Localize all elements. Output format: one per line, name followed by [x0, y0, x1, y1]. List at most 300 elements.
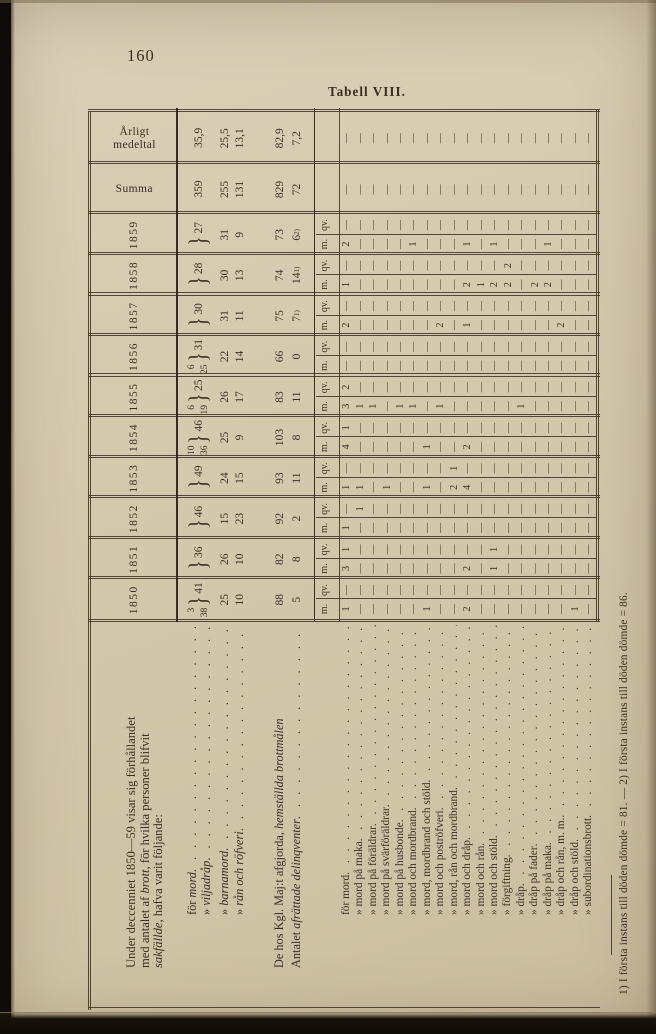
cell-1850-qv-r4: —	[381, 585, 393, 595]
cell-1856-m-r12: —	[489, 360, 501, 371]
cell-1851-m-r12: 1	[489, 565, 501, 572]
cell-1850-qv-r15: —	[529, 585, 541, 595]
page-number: 160	[127, 46, 155, 65]
cell-1852-qv-r9: —	[448, 503, 460, 514]
column-header-1857: 1857	[128, 301, 140, 331]
cell-1851-m-r14: —	[516, 563, 528, 574]
cell-1854-m-r8: —	[435, 441, 447, 452]
value-barnamord-col7: 31	[218, 310, 231, 322]
value-ran_och_rofveri-col3: 15	[233, 472, 246, 484]
cell-1850-m-r10: 2	[462, 606, 474, 612]
cell-1857-m-r5: —	[395, 320, 407, 331]
row-label-panel2-9	[448, 625, 461, 915]
cell-summa-r4: —	[381, 184, 393, 195]
cell-1856-m-r17: —	[556, 360, 568, 371]
intro-block	[125, 717, 166, 968]
cell-1854-m-r12: —	[489, 441, 501, 452]
mqv-label-qv-1857: qv.	[319, 300, 330, 313]
cell-1855-qv-r4: —	[381, 382, 393, 393]
cell-1859-m-r17: —	[556, 239, 568, 250]
value-hemstallda_brottmal-col2: 92	[273, 512, 286, 525]
cell-1854-qv-r13: —	[502, 422, 514, 433]
value-barnamord-col9: 31	[218, 229, 231, 241]
cell-1851-m-r8: —	[435, 563, 447, 574]
cell-1854-qv-r7: —	[421, 422, 433, 433]
cell-1853-qv-r17: —	[556, 463, 568, 474]
value-mord-viljadrap-col11	[183, 112, 214, 165]
cell-medeltal-r12: —	[489, 133, 501, 144]
intro-line-2: med antalet af brott, för hvilka personer blifvit	[137, 733, 152, 968]
cell-1852-m-r12: —	[489, 522, 501, 533]
cell-1851-qv-r17: —	[556, 544, 568, 555]
row-label-hemstallda: De hos Kgl. Maj:t afgjorda, hemställda brottmålen	[272, 718, 286, 968]
cell-1853-m-r15: —	[529, 482, 541, 493]
cell-1852-m-r5: —	[395, 522, 407, 533]
dot-leader	[448, 625, 460, 790]
cell-1857-qv-r15: —	[529, 301, 541, 312]
cell-1858-m-r17: —	[556, 279, 568, 290]
crime-label: » mord, mordbrand och stöld	[420, 782, 433, 915]
cell-1854-qv-r16: —	[542, 422, 554, 433]
value-mord-viljadrap-col6	[183, 336, 214, 377]
dot-leader	[582, 625, 594, 818]
value-mord-viljadrap-col5	[183, 377, 214, 418]
cell-1852-m-r8: —	[435, 522, 447, 533]
cell-1854-qv-r14: —	[516, 422, 528, 433]
cell-1854-m-r5: —	[395, 441, 407, 452]
cell-summa-r18: —	[569, 184, 581, 195]
column-header-1856: 1856	[128, 341, 140, 371]
intro-line-3: sakfällde, hafva varit följande:	[151, 814, 166, 968]
value-afrattade-col3: 11	[290, 472, 303, 484]
cell-1851-m-r11: —	[475, 563, 487, 574]
cell-1855-m-r17: —	[556, 401, 568, 412]
cell-1850-qv-r12: —	[489, 585, 501, 595]
brace: }	[184, 519, 212, 529]
value-ran_och_rofveri-col5: 17	[233, 391, 246, 403]
cell-1859-qv-r1: —	[341, 220, 353, 231]
cell-1855-qv-r17: —	[556, 382, 568, 393]
cell-1850-m-r1: 1	[341, 606, 353, 612]
row-label-mord: för mord . . .	[185, 627, 199, 915]
cell-1853-m-r16: —	[542, 482, 554, 493]
value-afrattade-col0: 5	[290, 596, 303, 603]
cell-1856-m-r10: —	[462, 360, 474, 371]
dot-leader	[367, 625, 379, 826]
cell-summa-r11: —	[475, 184, 487, 195]
cell-1854-qv-r12: —	[489, 422, 501, 433]
row-label-ran-rofveri: » rån och röfveri . . .	[232, 627, 246, 915]
cell-medeltal-r13: —	[502, 133, 514, 144]
cell-1853-qv-r7: —	[421, 463, 433, 474]
cell-1855-m-r2: 1	[354, 403, 366, 409]
cell-1850-qv-r3: —	[368, 585, 380, 595]
cell-1857-m-r17: 2	[556, 322, 568, 328]
cell-1855-m-r18: —	[569, 401, 581, 412]
cell-1858-qv-r10: —	[462, 260, 474, 271]
mord-viljadrap-total: 41	[192, 582, 205, 594]
scan-top-edge	[0, 0, 656, 3]
cell-1857-m-r7: —	[421, 320, 433, 331]
cell-1856-qv-r17: —	[556, 341, 568, 352]
value-barnamord-col11: 25,5	[218, 128, 231, 149]
cell-1854-qv-r17: —	[556, 422, 568, 433]
cell-1853-qv-r2: —	[354, 463, 366, 474]
row-label-panel2-7	[421, 625, 434, 915]
dot-leader	[555, 625, 567, 818]
cell-1851-m-r9: —	[448, 563, 460, 574]
mqv-label-qv-1853: qv.	[319, 462, 330, 475]
value-hemstallda_brottmal-col9: 73	[273, 229, 286, 241]
cell-1853-m-r7: 1	[421, 484, 433, 490]
footnote-rule	[611, 875, 612, 955]
cell-1857-qv-r19: —	[583, 301, 595, 312]
cell-1858-m-r12: 2	[489, 281, 501, 288]
cell-summa-r2: —	[354, 184, 366, 195]
scan-gutter-edge	[0, 0, 11, 1034]
cell-1857-qv-r12: —	[489, 301, 501, 312]
cell-1854-qv-r3: —	[368, 422, 380, 433]
value-ran_och_rofveri-col9: 9	[233, 231, 246, 238]
cell-1856-m-r4: —	[381, 360, 393, 371]
cell-1851-m-r2: —	[354, 563, 366, 574]
cell-1857-m-r4: —	[381, 320, 393, 331]
cell-1855-qv-r18: —	[569, 382, 581, 393]
cell-1858-m-r16: 2	[542, 281, 554, 288]
cell-1856-qv-r18: —	[569, 341, 581, 352]
mqv-label-m-1852: m.	[319, 522, 330, 534]
cell-1856-qv-r14: —	[516, 341, 528, 352]
cell-1851-m-r10: 2	[462, 565, 474, 572]
cell-1854-qv-r6: —	[408, 422, 420, 433]
cell-1854-qv-r15: —	[529, 422, 541, 433]
mord-viljadrap-total: 49	[192, 465, 205, 477]
cell-1856-m-r9: —	[448, 360, 460, 371]
cell-1854-m-r7: 1	[421, 444, 433, 450]
cell-1858-m-r5: —	[395, 279, 407, 290]
cell-1857-m-r3: —	[368, 320, 380, 331]
cell-1852-m-r17: —	[556, 522, 568, 533]
column-header-1853: 1853	[128, 463, 140, 493]
cell-1859-qv-r16: —	[542, 220, 554, 231]
value-hemstallda_brottmal-col7: 75	[273, 310, 286, 322]
cell-1857-m-r2: —	[354, 320, 366, 331]
cell-1857-m-r16: —	[542, 320, 554, 331]
cell-1856-m-r5: —	[395, 360, 407, 371]
cell-1850-qv-r5: —	[395, 585, 407, 595]
cell-1853-m-r11: —	[475, 482, 487, 493]
cell-1855-m-r1: 3	[341, 403, 353, 409]
crime-label: » mord på maka	[353, 841, 366, 915]
cell-1851-qv-r7: —	[421, 544, 433, 555]
cell-1858-m-r4: —	[381, 279, 393, 290]
cell-1854-qv-r8: —	[435, 422, 447, 433]
mord-viljadrap-subvalues: 6 25	[186, 364, 210, 374]
cell-1857-m-r11: —	[475, 320, 487, 331]
cell-1859-m-r4: —	[381, 239, 393, 250]
cell-1854-qv-r9: —	[448, 422, 460, 433]
value-afrattade-col4: 8	[290, 434, 303, 441]
cell-1856-m-r6: —	[408, 360, 420, 371]
crime-label: för mord	[340, 874, 352, 915]
cell-1852-m-r15: —	[529, 522, 541, 533]
cell-1851-m-r7: —	[421, 563, 433, 574]
dot-leader	[353, 625, 365, 841]
cell-1851-qv-r13: —	[502, 544, 514, 555]
cell-medeltal-r10: —	[462, 133, 474, 144]
border-right-b	[88, 109, 600, 110]
cell-1854-m-r18: —	[569, 441, 581, 452]
cell-1856-m-r13: —	[502, 360, 514, 371]
row-label-panel2-14	[515, 625, 528, 915]
dot-leader	[217, 627, 231, 851]
value-mord-viljadrap-col9	[183, 215, 214, 256]
cell-1854-m-r19: —	[583, 441, 595, 452]
mqv-label-qv-1850: qv.	[319, 584, 330, 596]
cell-1852-m-r3: —	[368, 522, 380, 533]
panel2-divider	[314, 108, 315, 622]
cell-1850-m-r15: —	[529, 604, 541, 614]
value-hemstallda_brottmal-col3: 93	[273, 472, 286, 484]
cell-1859-m-r10: 1	[462, 241, 474, 247]
cell-1852-m-r10: —	[462, 522, 474, 533]
row-label-panel2-16	[542, 625, 555, 915]
mord-viljadrap-subvalues: 6 19	[186, 404, 210, 415]
value-afrattade-col11: 7,2	[290, 131, 303, 146]
cell-1858-qv-r9: —	[448, 260, 460, 271]
cell-1857-qv-r10: —	[462, 301, 474, 312]
cell-1856-m-r14: —	[516, 360, 528, 371]
value-hemstallda_brottmal-col0: 88	[273, 593, 286, 606]
cell-1852-m-r2: —	[354, 522, 366, 533]
mqv-label-m-1856: m.	[319, 360, 330, 371]
crime-label: » mord på föräldrar	[366, 826, 379, 915]
value-ran_och_rofveri-col6: 14	[233, 350, 246, 363]
cell-1859-m-r14: —	[516, 239, 528, 250]
cell-1857-qv-r2: —	[354, 301, 366, 312]
value-barnamord-col5: 26	[218, 391, 231, 403]
value-ran_och_rofveri-col8: 13	[233, 269, 246, 282]
cell-1855-qv-r8: —	[435, 382, 447, 393]
cell-summa-r5: —	[395, 184, 407, 195]
cell-1859-qv-r17: —	[556, 220, 568, 231]
cell-1853-qv-r18: —	[569, 463, 581, 474]
cell-1857-qv-r17: —	[556, 301, 568, 312]
crime-label: » subordinationsbrott	[582, 817, 595, 915]
row-label-panel2-10	[461, 625, 474, 915]
column-header-1855: 1855	[128, 382, 140, 412]
crime-label: » mord och rån	[474, 845, 487, 915]
cell-1858-m-r2: —	[354, 279, 366, 290]
brace: }	[184, 393, 212, 403]
cell-1853-qv-r8: —	[435, 463, 447, 474]
brace: }	[184, 276, 212, 286]
cell-1857-qv-r18: —	[569, 301, 581, 312]
cell-1856-m-r19: —	[583, 360, 595, 371]
cell-1850-qv-r7: —	[421, 585, 433, 595]
cell-medeltal-r9: —	[448, 133, 460, 144]
cell-1858-qv-r11: —	[475, 260, 487, 271]
cell-1854-m-r2: —	[354, 441, 366, 452]
cell-1851-m-r1: 3	[341, 565, 353, 572]
footnote: 1) I första instans till döden dömde = 81. — 2) I första instans till döden dömde = 86.	[618, 592, 630, 995]
cell-1858-m-r9: —	[448, 279, 460, 290]
cell-1853-qv-r1: —	[341, 463, 353, 474]
value-mord-viljadrap-col1	[183, 539, 214, 580]
mqv-label-m-1850: m.	[319, 603, 330, 615]
cell-1857-m-r14: —	[516, 320, 528, 331]
cell-1859-m-r1: 2	[341, 241, 353, 247]
value-hemstallda_brottmal-col8: 74	[273, 269, 286, 282]
cell-1853-m-r4: 1	[381, 484, 393, 490]
cell-1856-qv-r4: —	[381, 341, 393, 352]
cell-1856-qv-r19: —	[583, 341, 595, 352]
cell-1857-qv-r1: —	[341, 301, 353, 312]
cell-summa-r17: —	[556, 184, 568, 195]
cell-1859-qv-r4: —	[381, 220, 393, 231]
cell-1851-qv-r3: —	[368, 544, 380, 555]
cell-1856-qv-r8: —	[435, 341, 447, 352]
cell-1850-m-r5: —	[395, 604, 407, 614]
value-ran_och_rofveri-col4: 9	[233, 434, 246, 441]
value-mord-viljadrap-col7	[183, 296, 214, 337]
mqv-label-qv-1856: qv.	[319, 340, 330, 353]
cell-1850-m-r18: 1	[569, 606, 581, 612]
row-label-panel2-12	[488, 625, 501, 915]
value-barnamord-col0: 25	[218, 593, 231, 606]
cell-1854-qv-r19: —	[583, 422, 595, 433]
mqv-label-m-1855: m.	[319, 401, 330, 412]
cell-1851-m-r19: —	[583, 563, 595, 574]
dot-leader	[394, 625, 406, 822]
cell-1853-m-r12: —	[489, 482, 501, 493]
cell-1857-qv-r4: —	[381, 301, 393, 312]
cell-1853-m-r14: —	[516, 482, 528, 493]
cell-1853-m-r5: —	[395, 482, 407, 493]
row-label-panel2-3	[367, 625, 380, 915]
cell-1851-m-r4: —	[381, 563, 393, 574]
scan-gutter-shadow	[11, 0, 15, 1034]
value-hemstallda_brottmal-col11: 82,9	[273, 128, 286, 149]
cell-1859-m-r7: —	[421, 239, 433, 250]
cell-1855-qv-r13: —	[502, 382, 514, 393]
cell-1857-qv-r11: —	[475, 301, 487, 312]
crime-label: » mord på svärföräldrar	[380, 807, 393, 915]
row-label-viljadrap: » viljadråp . . .	[199, 627, 213, 915]
cell-1854-m-r16: —	[542, 441, 554, 452]
row-label-panel2-15	[528, 625, 541, 915]
cell-1855-m-r19: —	[583, 401, 595, 412]
mqv-label-m-1857: m.	[319, 320, 330, 331]
cell-1852-qv-r17: —	[556, 503, 568, 514]
cell-1857-m-r15: —	[529, 320, 541, 331]
cell-1854-qv-r10: —	[462, 422, 474, 433]
row-label-panel2-5	[394, 625, 407, 915]
cell-1852-m-r1: 1	[341, 525, 353, 531]
cell-1852-m-r4: —	[381, 522, 393, 533]
border-bottom-b	[598, 110, 599, 622]
cell-1857-m-r12: —	[489, 320, 501, 331]
crime-label: » dråp på fader	[528, 846, 541, 915]
cell-1857-m-r6: —	[408, 320, 420, 331]
cell-1851-m-r13: —	[502, 563, 514, 574]
mord-viljadrap-total: 30	[192, 303, 205, 315]
cell-medeltal-r6: —	[408, 133, 420, 144]
column-header-1852: 1852	[128, 504, 140, 534]
dot-leader	[461, 625, 473, 840]
cell-1854-qv-r1: 1	[341, 425, 353, 431]
border-top-a	[88, 112, 89, 1010]
cell-1852-qv-r10: —	[462, 503, 474, 514]
row-label-panel2-6	[407, 625, 420, 915]
cell-1850-qv-r1: —	[341, 585, 353, 595]
cell-medeltal-r3: —	[368, 133, 380, 144]
crime-label: » mord och stöld	[487, 838, 500, 915]
column-header-1854: 1854	[128, 423, 140, 453]
value-mord-viljadrap-col0	[183, 579, 214, 620]
cell-1853-m-r17: —	[556, 482, 568, 493]
cell-1853-qv-r15: —	[529, 463, 541, 474]
cell-1855-qv-r14: —	[516, 382, 528, 393]
cell-1856-qv-r1: —	[341, 341, 353, 352]
cell-1854-m-r13: —	[502, 441, 514, 452]
cell-medeltal-r19: —	[583, 133, 595, 144]
cell-1851-qv-r8: —	[435, 544, 447, 555]
cell-1850-qv-r9: —	[448, 585, 460, 595]
cell-1851-m-r3: —	[368, 563, 380, 574]
mqv-label-qv-1858: qv.	[319, 259, 330, 272]
cell-1855-m-r5: 1	[395, 403, 407, 409]
cell-1858-qv-r8: —	[435, 260, 447, 271]
cell-summa-r7: —	[421, 184, 433, 195]
cell-1853-m-r10: 4	[462, 484, 474, 490]
cell-1859-qv-r14: —	[516, 220, 528, 231]
cell-1859-qv-r15: —	[529, 220, 541, 231]
value-ran_och_rofveri-col1: 10	[233, 553, 246, 565]
dot-leader	[199, 627, 213, 861]
mord-viljadrap-total: 31	[192, 338, 205, 351]
cell-1850-qv-r11: —	[475, 585, 487, 595]
cell-1857-qv-r5: —	[395, 301, 407, 312]
cell-1858-qv-r6: —	[408, 260, 420, 271]
value-afrattade-col5: 11	[290, 391, 303, 403]
cell-1857-qv-r13: —	[502, 301, 514, 312]
cell-1853-qv-r6: —	[408, 463, 420, 474]
cell-1853-m-r6: —	[408, 482, 420, 493]
mord-viljadrap-total: 27	[192, 222, 205, 234]
cell-1858-qv-r12: —	[489, 260, 501, 271]
value-afrattade-col2: 2	[290, 515, 303, 522]
cell-1856-m-r18: —	[569, 360, 581, 371]
dot-leader	[475, 625, 487, 846]
cell-1851-m-r5: —	[395, 563, 407, 574]
cell-summa-r1: —	[341, 184, 353, 195]
cell-1850-qv-r8: —	[435, 585, 447, 595]
value-afrattade-col8: 14 1)	[290, 266, 303, 285]
cell-1855-qv-r12: —	[489, 382, 501, 393]
cell-1856-qv-r12: —	[489, 341, 501, 352]
cell-1852-qv-r13: —	[502, 503, 514, 514]
cell-1852-m-r13: —	[502, 522, 514, 533]
cell-1856-m-r7: —	[421, 360, 433, 371]
cell-1855-m-r14: 1	[516, 403, 528, 409]
cell-1859-m-r13: —	[502, 239, 514, 250]
cell-1858-m-r18: —	[569, 279, 581, 290]
cell-1853-m-r2: 1	[354, 484, 366, 490]
cell-1859-qv-r10: —	[462, 220, 474, 231]
labelblock-end-rule	[88, 1008, 600, 1009]
cell-1855-qv-r7: —	[421, 382, 433, 393]
